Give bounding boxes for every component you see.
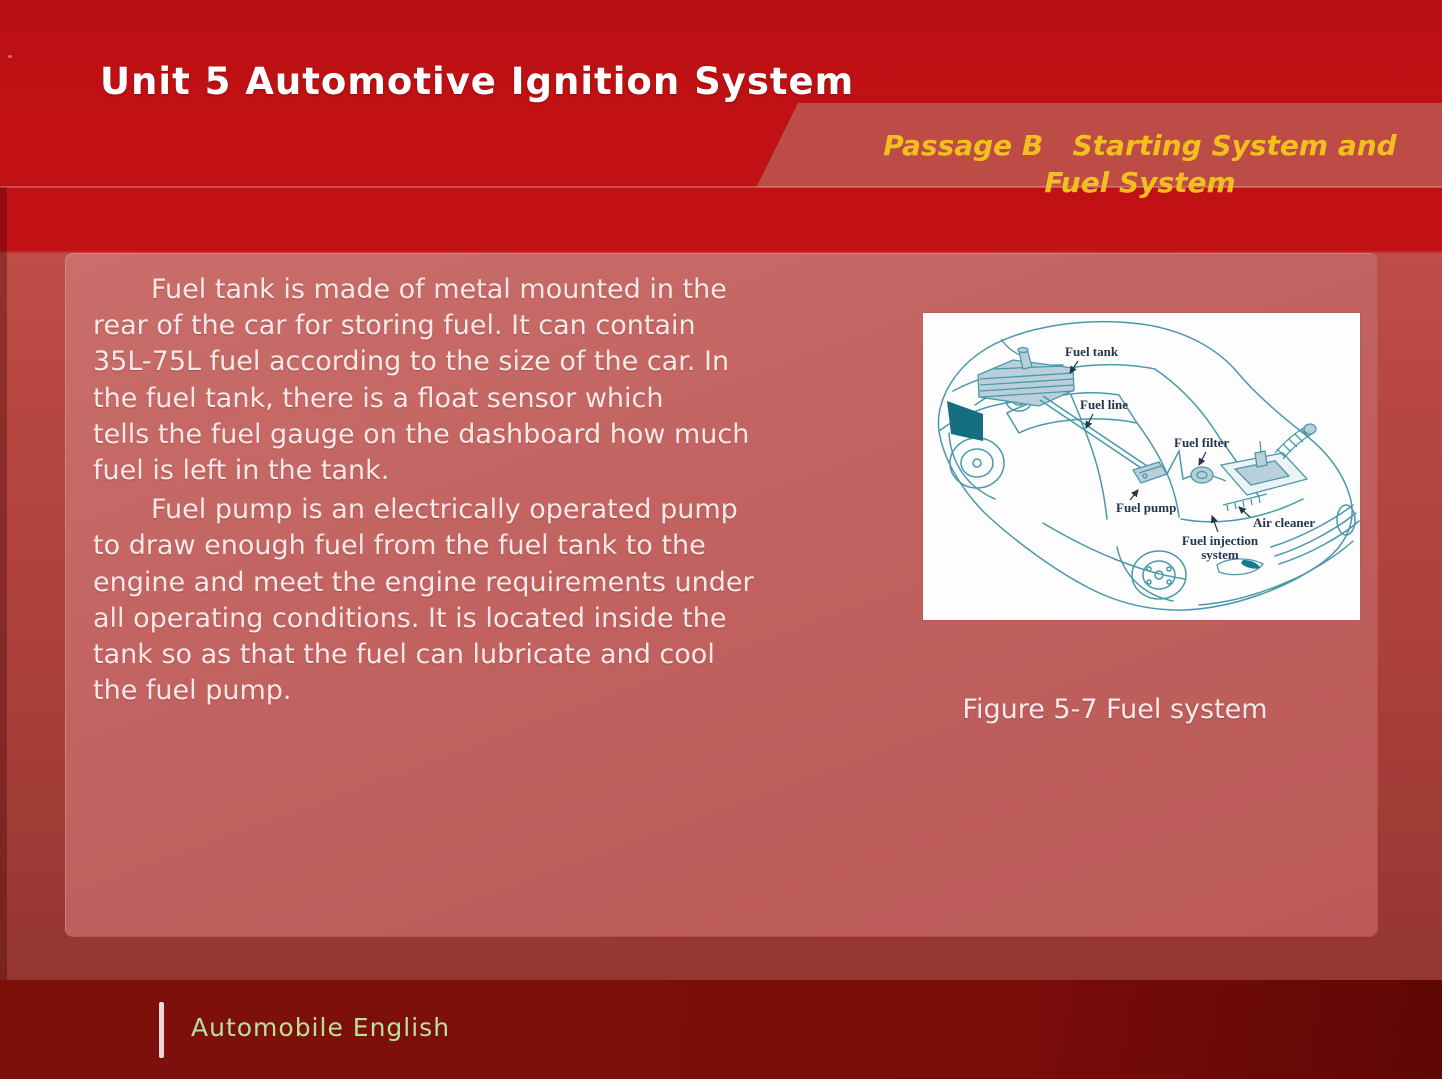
figure-caption: Figure 5-7 Fuel system [962, 694, 1268, 725]
body-line: rear of the car for storing fuel. It can contain [93, 310, 696, 342]
footer-accent-bar [159, 1002, 164, 1058]
body-line: the fuel pump. [93, 675, 292, 707]
subtitle-line-2: Fuel System [1044, 166, 1236, 199]
fuel-injection-label-1: Fuel injection [1181, 533, 1259, 548]
fuel-filter-shape [1191, 467, 1226, 483]
body-line: engine and meet the engine requirements under [93, 566, 754, 598]
slide-title: Unit 5 Automotive Ignition System [100, 60, 855, 103]
body-line: all operating conditions. It is located inside the [93, 602, 727, 634]
fuel-system-figure [923, 313, 1360, 620]
fuel-injection-shape [1223, 494, 1267, 511]
fuel-tank-shape [978, 339, 1074, 406]
air-cleaner-label: Air cleaner [1253, 515, 1316, 530]
body-line: tells the fuel gauge on the dashboard how much [93, 418, 750, 450]
left-edge-strip [0, 187, 7, 980]
subtitle-line-1: Passage B Starting System and [883, 129, 1397, 162]
body-line: the fuel tank, there is a float sensor which [93, 382, 664, 414]
body-line: tank so as that the fuel can lubricate and cool [93, 639, 715, 671]
fuel-line-label: Fuel line [1080, 397, 1129, 412]
body-line: 35L-75L fuel according to the size of the car. In [93, 346, 730, 378]
footer-band [0, 980, 1442, 1079]
body-line: to draw enough fuel from the fuel tank to the [93, 530, 706, 562]
body-line: Fuel tank is made of metal mounted in the [151, 274, 727, 305]
rear-panel-shape [947, 401, 983, 441]
body-line: fuel is left in the tank. [93, 455, 390, 487]
fuel-pump-label: Fuel pump [1116, 500, 1177, 515]
fuel-injection-label-2: system [1201, 547, 1239, 562]
body-line: Fuel pump is an electrically operated pump [151, 494, 738, 526]
screen-speck [8, 55, 12, 58]
footer-label: Automobile English [191, 1013, 451, 1042]
body-text [93, 272, 793, 709]
fuel-filter-label: Fuel filter [1174, 435, 1230, 450]
fuel-tank-label: Fuel tank [1065, 344, 1119, 359]
car-fuel-system-diagram [923, 313, 1360, 620]
slide-subtitle [870, 127, 1410, 201]
